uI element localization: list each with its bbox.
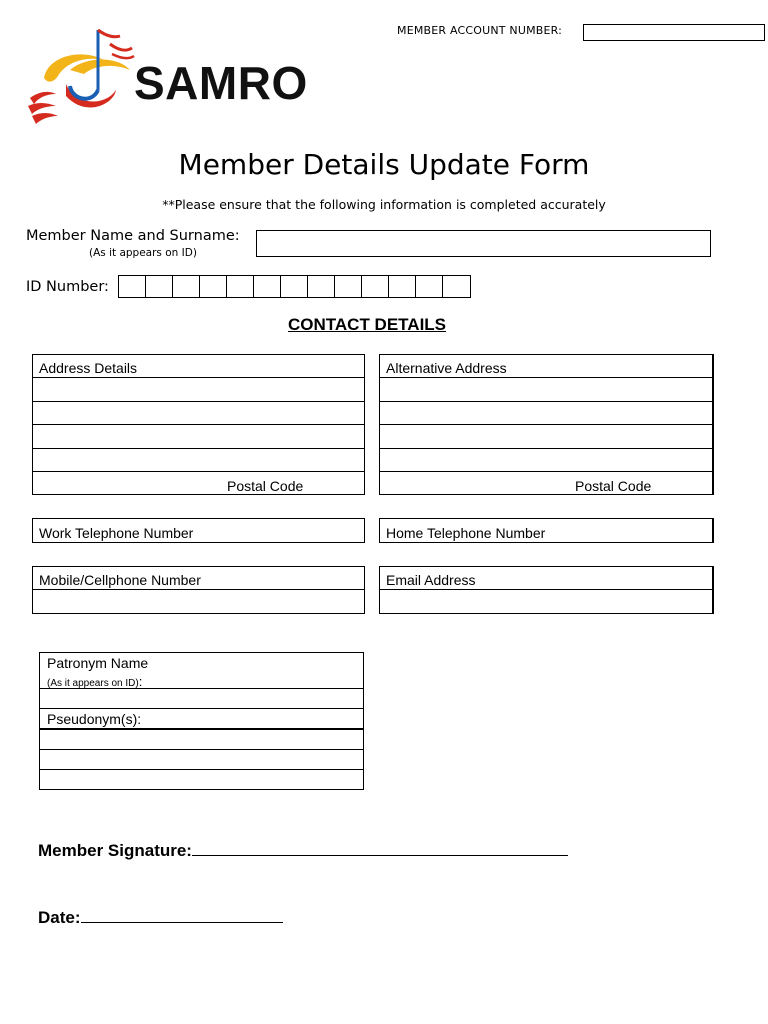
pseudonym-line[interactable] — [40, 770, 363, 789]
address-header-row — [33, 355, 364, 378]
email-header-row — [380, 567, 712, 590]
address-postal-code-label: Postal Code — [227, 478, 304, 495]
address-details-table — [32, 354, 365, 495]
id-digit-cell[interactable] — [146, 276, 173, 297]
member-name-note: (As it appears on ID) — [89, 247, 197, 259]
patronym-header-row — [40, 653, 363, 689]
address-details-label: Address Details — [39, 360, 138, 377]
page-title: Member Details Update Form — [178, 148, 590, 181]
alternative-address-line[interactable] — [380, 402, 712, 425]
mobile-header-row — [33, 567, 364, 590]
member-name-label: Member Name and Surname: — [26, 228, 240, 244]
patronym-name-field[interactable] — [40, 689, 363, 709]
alternative-address-header-row — [380, 355, 712, 378]
home-telephone-label: Home Telephone Number — [386, 525, 546, 541]
patronym-note: (As it appears on ID): — [47, 674, 143, 689]
alternative-address-table — [379, 354, 714, 495]
work-telephone-label: Work Telephone Number — [39, 525, 194, 541]
member-signature — [38, 837, 568, 861]
mobile-number-label: Mobile/Cellphone Number — [39, 572, 201, 589]
id-digit-cell[interactable] — [389, 276, 416, 297]
signature-date — [38, 904, 283, 928]
alternative-postal-row[interactable] — [380, 472, 712, 495]
address-line[interactable] — [33, 425, 364, 448]
mobile-number-field[interactable] — [33, 590, 364, 613]
samro-logo — [26, 26, 346, 130]
id-digit-cell[interactable] — [281, 276, 308, 297]
samro-logo-text: SAMRO — [134, 57, 308, 109]
id-digit-cell[interactable] — [173, 276, 200, 297]
id-number-label: ID Number: — [26, 279, 109, 295]
id-digit-cell[interactable] — [362, 276, 389, 297]
id-digit-cell[interactable] — [335, 276, 362, 297]
patronym-pseudonym-table — [39, 652, 364, 790]
alternative-address-label: Alternative Address — [386, 360, 507, 377]
address-line[interactable] — [33, 449, 364, 472]
id-digit-cell[interactable] — [308, 276, 335, 297]
mobile-number-table — [32, 566, 365, 614]
address-line[interactable] — [33, 378, 364, 401]
id-digit-cell[interactable] — [200, 276, 227, 297]
id-digit-cell[interactable] — [416, 276, 443, 297]
email-address-label: Email Address — [386, 572, 476, 589]
id-digit-cell[interactable] — [254, 276, 281, 297]
account-number-field[interactable] — [583, 24, 765, 41]
member-name-field[interactable] — [256, 230, 711, 257]
address-postal-row[interactable] — [33, 472, 364, 495]
alternative-address-line[interactable] — [380, 378, 712, 401]
account-number-label: MEMBER ACCOUNT NUMBER: — [397, 24, 563, 37]
alternative-postal-code-label: Postal Code — [575, 478, 652, 495]
member-signature-label: Member Signature: — [38, 841, 192, 860]
contact-details-heading: CONTACT DETAILS — [288, 315, 447, 334]
id-number-field[interactable] — [118, 275, 471, 298]
date-label: Date: — [38, 908, 81, 927]
alternative-address-line[interactable] — [380, 449, 712, 472]
id-digit-cell[interactable] — [227, 276, 254, 297]
id-digit-cell[interactable] — [119, 276, 146, 297]
patronym-name-label: Patronym Name — [47, 655, 149, 671]
work-telephone-field[interactable] — [32, 518, 365, 543]
email-address-field[interactable] — [380, 590, 712, 613]
address-line[interactable] — [33, 402, 364, 425]
email-address-table — [379, 566, 714, 614]
pseudonym-line[interactable] — [40, 750, 363, 770]
alternative-address-line[interactable] — [380, 425, 712, 448]
pseudonym-header-row — [40, 709, 363, 730]
id-digit-cell[interactable] — [443, 276, 470, 297]
home-telephone-field[interactable] — [379, 518, 714, 543]
pseudonym-label: Pseudonym(s): — [47, 711, 142, 727]
pseudonym-line[interactable] — [40, 730, 363, 750]
member-signature-line[interactable] — [192, 837, 568, 856]
instruction-text: **Please ensure that the following information is completed accurately — [162, 197, 606, 212]
date-line[interactable] — [81, 904, 283, 923]
